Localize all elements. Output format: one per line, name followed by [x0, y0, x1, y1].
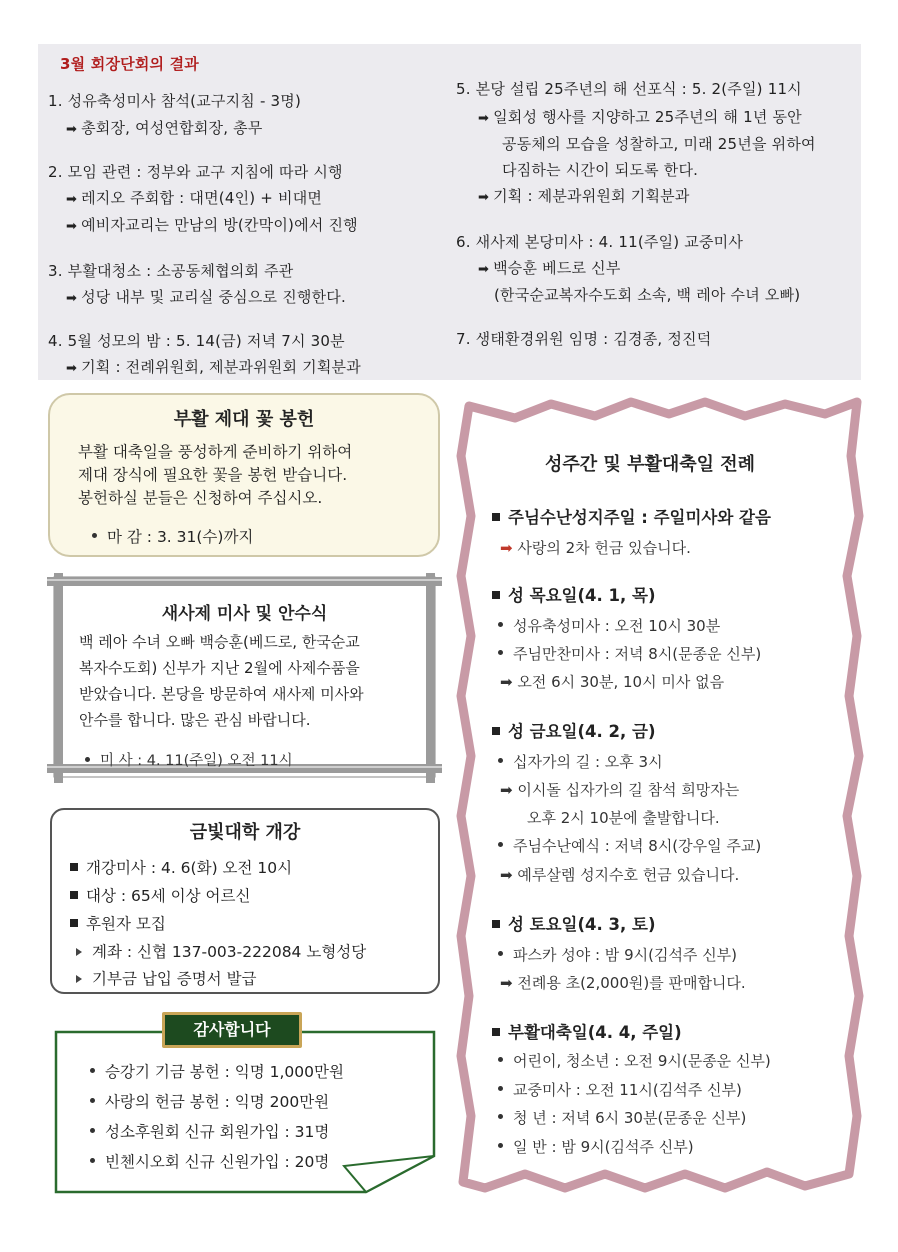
bullet-icon — [92, 533, 97, 538]
square-bullet-icon — [492, 1028, 500, 1036]
arrow-right-icon: ➡ — [500, 539, 518, 557]
liturgy-title: 성주간 및 부활대축일 전례 — [545, 454, 756, 475]
square-bullet-icon — [70, 891, 78, 899]
meeting-item-3-sub: ➡ 성당 내부 및 교리실 중심으로 진행한다. — [66, 288, 346, 306]
arrow-right-icon: ➡ — [500, 866, 518, 884]
arrow-right-icon: ➡ — [66, 361, 78, 376]
thanks-item: 사랑의 헌금 봉헌 : 익명 200만원 — [90, 1090, 329, 1112]
good-friday-note: ➡ 이시돌 십자가의 길 참석 희망자는 — [500, 781, 740, 799]
square-bullet-icon — [492, 513, 500, 521]
good-friday-item: 십자가의 길 : 오후 3시 — [498, 751, 663, 772]
meeting-item-1-sub: ➡ 총회장, 여성연합회장, 총무 — [66, 119, 263, 137]
thanks-item: 성소후원회 신규 회원가입 : 31명 — [90, 1120, 329, 1142]
bullet-icon — [498, 650, 503, 655]
square-bullet-icon — [492, 920, 500, 928]
palm-sunday-heading: 주님수난성지주일 : 주일미사와 같음 — [492, 504, 771, 528]
good-friday-note: ➡ 예루살렘 성지수호 헌금 있습니다. — [500, 866, 740, 884]
bullet-icon — [498, 1057, 503, 1062]
priest-mass-time: 미 사 : 4. 11(주일) 오전 11시 — [85, 749, 293, 770]
meeting-item-6-note: (한국순교복자수도회 소속, 백 레아 수녀 오빠) — [494, 286, 801, 304]
meeting-item-5-sub-cont: 공동체의 모습을 성찰하고, 미래 25년을 위하여 — [502, 135, 816, 153]
flower-title: 부활 제대 꽃 봉헌 — [173, 409, 315, 430]
arrow-right-icon: ➡ — [500, 974, 518, 992]
triangle-bullet-icon — [76, 975, 82, 983]
easter-sunday-item: 일 반 : 밤 9시(김석주 신부) — [498, 1136, 694, 1157]
holy-thursday-item: 성유축성미사 : 오전 10시 30분 — [498, 615, 720, 636]
bullet-icon — [90, 1068, 95, 1073]
arrow-right-icon: ➡ — [500, 673, 518, 691]
university-item: 개강미사 : 4. 6(화) 오전 10시 — [70, 856, 292, 878]
bullet-icon — [90, 1158, 95, 1163]
meeting-item-6: 6. 새사제 본당미사 : 4. 11(주일) 교중미사 — [456, 233, 744, 251]
university-title: 금빛대학 개강 — [189, 822, 301, 843]
holy-thursday-item: 주님만찬미사 : 저녁 8시(문종운 신부) — [498, 643, 761, 664]
meeting-item-2-sub: ➡ 레지오 주회합 : 대면(4인) + 비대면 — [66, 189, 323, 207]
holy-saturday-heading: 성 토요일(4. 3, 토) — [492, 911, 656, 935]
square-bullet-icon — [70, 863, 78, 871]
thanks-item: 빈첸시오회 신규 신원가입 : 20명 — [90, 1150, 329, 1172]
meeting-item-5-sub-cont: 다짐하는 시간이 되도록 한다. — [502, 161, 699, 179]
arrow-right-icon: ➡ — [478, 262, 490, 277]
easter-sunday-item: 어린이, 청소년 : 오전 9시(문종운 신부) — [498, 1050, 771, 1071]
arrow-right-icon: ➡ — [500, 781, 518, 799]
meeting-results-panel — [38, 44, 861, 380]
meeting-item-5: 5. 본당 설립 25주년의 해 선포식 : 5. 2(주일) 11시 — [456, 80, 802, 98]
bullet-icon — [90, 1098, 95, 1103]
easter-sunday-item: 청 년 : 저녁 6시 30분(문종운 신부) — [498, 1107, 746, 1128]
bullet-icon — [498, 1086, 503, 1091]
flower-description: 부활 대축일을 풍성하게 준비하기 위하여 제대 장식에 필요한 꽃을 봉헌 받습니다. 봉헌하실 분들은 신청하여 주십시오. — [78, 443, 353, 507]
meeting-item-4: 4. 5월 성모의 밤 : 5. 14(금) 저녁 7시 30분 — [48, 332, 345, 350]
golden-university-box — [50, 808, 440, 994]
square-bullet-icon — [492, 727, 500, 735]
meeting-item-1: 1. 성유축성미사 참석(교구지침 - 3명) — [48, 92, 302, 110]
triangle-bullet-icon — [76, 948, 82, 956]
bullet-icon — [498, 1114, 503, 1119]
meeting-item-6-sub: ➡ 백승훈 베드로 신부 — [478, 259, 621, 277]
meeting-item-2: 2. 모임 관련 : 정부와 교구 지침에 따라 시행 — [48, 163, 343, 181]
easter-sunday-heading: 부활대축일(4. 4, 주일) — [492, 1019, 682, 1043]
bullet-icon — [498, 842, 503, 847]
university-sub: 기부금 납입 증명서 발급 — [76, 967, 257, 989]
meeting-item-4-sub: ➡ 기획 : 전례위원회, 제분과위원회 기획분과 — [66, 358, 361, 376]
bullet-icon — [85, 757, 90, 762]
holy-saturday-item: 파스카 성야 : 밤 9시(김석주 신부) — [498, 944, 737, 965]
good-friday-heading: 성 금요일(4. 2, 금) — [492, 718, 656, 742]
arrow-right-icon: ➡ — [478, 111, 490, 126]
square-bullet-icon — [492, 591, 500, 599]
meeting-item-5-sub: ➡ 일회성 행사를 지양하고 25주년의 해 1년 동안 — [478, 108, 802, 126]
bullet-icon — [498, 758, 503, 763]
holy-thursday-heading: 성 목요일(4. 1, 목) — [492, 582, 656, 606]
thanks-item: 승강기 기금 봉헌 : 익명 1,000만원 — [90, 1060, 344, 1082]
palm-sunday-note: ➡ 사랑의 2차 헌금 있습니다. — [500, 539, 691, 557]
meeting-item-5-sub2: ➡ 기획 : 제분과위원회 기획분과 — [478, 187, 690, 205]
easter-sunday-item: 교중미사 : 오전 11시(김석주 신부) — [498, 1079, 742, 1100]
meeting-item-3: 3. 부활대청소 : 소공동체협의회 주관 — [48, 262, 294, 280]
university-item: 대상 : 65세 이상 어르신 — [70, 884, 250, 906]
arrow-right-icon: ➡ — [66, 219, 78, 234]
arrow-right-icon: ➡ — [66, 122, 78, 137]
meeting-item-2-sub: ➡ 예비자교리는 만남의 방(칸막이)에서 진행 — [66, 216, 358, 234]
priest-description: 백 레아 수녀 오빠 백승훈(베드로, 한국순교 복자수도회) 신부가 지난 2월에 사제수품을 받았습니다. 본당을 방문하여 새사제 미사와 안수를 합니다. 많은 관심 바랍니다. — [79, 633, 364, 729]
holy-thursday-note: ➡ 오전 6시 30분, 10시 미사 없음 — [500, 673, 725, 691]
university-sub: 계좌 : 신협 137-003-222084 노형성당 — [76, 940, 366, 962]
good-friday-note-cont: 오후 2시 10분에 출발합니다. — [527, 809, 720, 827]
flower-deadline: 마 감 : 3. 31(수)까지 — [92, 525, 253, 547]
square-bullet-icon — [70, 919, 78, 927]
arrow-right-icon: ➡ — [66, 192, 78, 207]
holy-saturday-note: ➡ 전례용 초(2,000원)를 판매합니다. — [500, 974, 746, 992]
flower-offering-box — [48, 393, 440, 557]
arrow-right-icon: ➡ — [478, 190, 490, 205]
meeting-title: 3월 회장단회의 결과 — [60, 55, 200, 73]
priest-title: 새사제 미사 및 안수식 — [161, 604, 328, 624]
university-item: 후원자 모집 — [70, 912, 166, 934]
good-friday-item: 주님수난예식 : 저녁 8시(강우일 주교) — [498, 835, 761, 856]
bullet-icon — [498, 1143, 503, 1148]
bullet-icon — [90, 1128, 95, 1133]
arrow-right-icon: ➡ — [66, 291, 78, 306]
new-priest-box — [47, 573, 442, 783]
bullet-icon — [498, 622, 503, 627]
meeting-item-7: 7. 생태환경위원 임명 : 김경종, 정진덕 — [456, 330, 712, 348]
thanks-badge: 감사합니다 — [162, 1012, 302, 1048]
bullet-icon — [498, 951, 503, 956]
